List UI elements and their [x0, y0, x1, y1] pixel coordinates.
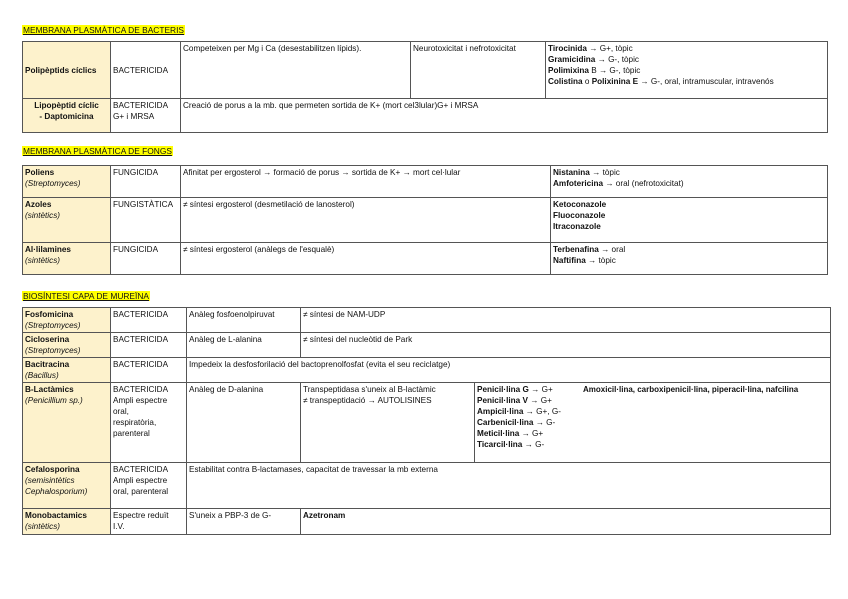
- list-item: Naftifina → tòpic: [553, 256, 616, 265]
- cell-type: [111, 509, 187, 535]
- list-item: Colistina o Polixinina E → G-, oral, intramuscular, intravenós: [548, 77, 774, 86]
- list-item: Amfotericina → oral (nefrotoxicitat): [553, 179, 684, 188]
- table-mureina: [22, 307, 831, 535]
- spectrum-label: Ampli espectre: [113, 396, 168, 405]
- cell-name: [23, 509, 111, 535]
- drug-class-name: Lipopèptid cíclic: [34, 101, 99, 110]
- route-label: I.V.: [113, 522, 125, 531]
- cell-type: BACTERICIDA: [111, 358, 187, 383]
- cell-analog: Anàleg de D-alanina: [187, 383, 301, 463]
- spectrum-label: Ampli espectre: [113, 476, 168, 485]
- route-label: oral,: [113, 407, 129, 416]
- cell-analog: Anàleg fosfoenolpiruvat: [187, 308, 301, 333]
- cell-name: [23, 358, 111, 383]
- cell-mechanism: [301, 383, 475, 463]
- spectrum-label: G+ i MRSA: [113, 112, 155, 121]
- list-item: Polimixina B → G-, tòpic: [548, 66, 641, 75]
- cell-type: [111, 99, 181, 133]
- table-row: [23, 333, 831, 358]
- table-row: [23, 509, 831, 535]
- drug-class-name: B-Lactàmics: [25, 385, 74, 394]
- section-title-fongs: MEMBRANA PLASMÀTICA DE FONGS: [23, 146, 172, 156]
- list-item: Meticil·lina → G+: [477, 429, 544, 438]
- cell-name: [23, 99, 111, 133]
- cell-drugs: [475, 383, 831, 463]
- list-item: Penicil·lina V → G+: [477, 396, 552, 405]
- drug-class-name: Poliens: [25, 168, 55, 177]
- table-row: [23, 383, 831, 463]
- list-item: Fluoconazole: [553, 211, 606, 220]
- cell-drugs: [551, 198, 828, 243]
- cell-type: BACTERICIDA: [111, 42, 181, 99]
- list-item: Penicil·lina G → G+: [477, 385, 553, 394]
- list-item: Ampicil·lina → G+, G-: [477, 407, 561, 416]
- drug-class-name: Polipèptids cíclics: [25, 65, 97, 75]
- route-label: oral, parenteral: [113, 487, 169, 496]
- table-row: [23, 358, 831, 383]
- cell-name: [23, 308, 111, 333]
- route-label: parenteral: [113, 429, 150, 438]
- list-item: Carbenicil·lina → G-: [477, 418, 556, 427]
- origin-label: (Bacillus): [25, 371, 59, 380]
- type-label: BACTERICIDA: [113, 465, 169, 474]
- cell-mechanism: ≠ síntesi del nucleòtid de Park: [301, 333, 831, 358]
- cell-name: [23, 463, 111, 509]
- list-item: Gramicidina → G-, tòpic: [548, 55, 640, 64]
- drug-class-name: Azoles: [25, 200, 52, 209]
- cell-analog: Anàleg de L-alanina: [187, 333, 301, 358]
- extra-drugs: Amoxicil·lina, carboxipenicil·lina, piperacil·lina, nafcilina: [583, 385, 799, 394]
- cell-drugs: [301, 509, 831, 535]
- cell-mechanism: Afinitat per ergosterol → formació de porus → sortida de K+ → mort cel·lular: [181, 166, 551, 198]
- table-row: [23, 198, 828, 243]
- cell-name: [23, 333, 111, 358]
- cell-drugs: [546, 42, 828, 99]
- drug-class-name: Bacitracina: [25, 360, 70, 369]
- origin-label: (sintètics): [25, 522, 61, 531]
- origin-label: (Streptomyces): [25, 179, 81, 188]
- cell-drugs: [551, 243, 828, 275]
- cell-type: [111, 383, 187, 463]
- cell-mechanism: Creació de porus a la mb. que permeten sortida de K+ (mort cel3lular)G+ i MRSA: [181, 99, 828, 133]
- table-row: [23, 99, 828, 133]
- origin-label: Cephalosporium): [25, 487, 88, 496]
- cell-mechanism: Estabilitat contra B-lactamases, capacitat de travessar la mb externa: [187, 463, 831, 509]
- drug-class-name: Al·lilamines: [25, 245, 71, 254]
- cell-analog: S'uneix a PBP-3 de G-: [187, 509, 301, 535]
- table-row: [23, 463, 831, 509]
- cell-type: BACTERICIDA: [111, 308, 187, 333]
- cell-type: FUNGICIDA: [111, 243, 181, 275]
- spectrum-label: Espectre reduït: [113, 511, 169, 520]
- type-label: BACTERICIDA: [113, 101, 169, 110]
- origin-label: (Streptomyces): [25, 321, 81, 330]
- cell-toxicity: Neurotoxicitat i nefrotoxicitat: [411, 42, 546, 99]
- list-item: Tirocinida → G+, tòpic: [548, 44, 633, 53]
- route-label: respiratòria,: [113, 418, 157, 427]
- cell-mechanism: ≠ síntesi ergosterol (anàlegs de l'esqualè): [181, 243, 551, 275]
- table-row: [23, 243, 828, 275]
- drug-class-name: Cefalosporina: [25, 465, 80, 474]
- origin-label: (sintètics): [25, 256, 61, 265]
- cell-type: [111, 463, 187, 509]
- cell-mechanism: ≠ síntesi ergosterol (desmetilació de lanosterol): [181, 198, 551, 243]
- cell-mechanism: ≠ síntesi de NAM-UDP: [301, 308, 831, 333]
- cell-name: [23, 383, 111, 463]
- cell-name: [23, 42, 111, 99]
- cell-type: FUNGICIDA: [111, 166, 181, 198]
- table-row: [23, 308, 831, 333]
- cell-name: [23, 166, 111, 198]
- table-row: [23, 166, 828, 198]
- origin-label: (sintètics): [25, 211, 61, 220]
- drug-class-subname: - Daptomicina: [39, 112, 94, 121]
- cell-type: FUNGISTÀTICA: [111, 198, 181, 243]
- table-row: [23, 42, 828, 99]
- section-title-mureina: BIOSÍNTESI CAPA DE MUREÏNA: [23, 291, 149, 301]
- mechanism-line: Transpeptidasa s'uneix al B-lactàmic: [303, 385, 436, 394]
- origin-label: (Streptomyces): [25, 346, 81, 355]
- drug-name: Azetronam: [303, 511, 346, 520]
- list-item: Ticarcil·lina → G-: [477, 440, 545, 449]
- list-item: Itraconazole: [553, 222, 601, 231]
- table-bacteris: [22, 41, 828, 133]
- list-item: Nistanina → tòpic: [553, 168, 620, 177]
- section-title-bacteris: MEMBRANA PLASMÀTICA DE BACTERIS: [23, 25, 185, 35]
- drug-class-name: Cicloserina: [25, 335, 70, 344]
- origin-label: (semisintètics: [25, 476, 75, 485]
- cell-mechanism: Impedeix la desfosforilació del bactoprenolfosfat (evita el seu reciclatge): [187, 358, 831, 383]
- cell-name: [23, 243, 111, 275]
- table-fongs: [22, 165, 828, 275]
- list-item: Terbenafina → oral: [553, 245, 626, 254]
- cell-mechanism: Competeixen per Mg i Ca (desestabilitzen lípids).: [181, 42, 411, 99]
- cell-name: [23, 198, 111, 243]
- cell-type: BACTERICIDA: [111, 333, 187, 358]
- type-label: BACTERICIDA: [113, 385, 169, 394]
- origin-label: (Penicillium sp.): [25, 396, 83, 405]
- mechanism-line: ≠ transpeptidació → AUTOLISINES: [303, 396, 432, 405]
- drug-class-name: Monobactamics: [25, 511, 87, 520]
- list-item: Ketoconazole: [553, 200, 607, 209]
- drug-class-name: Fosfomicina: [25, 310, 74, 319]
- cell-drugs: [551, 166, 828, 198]
